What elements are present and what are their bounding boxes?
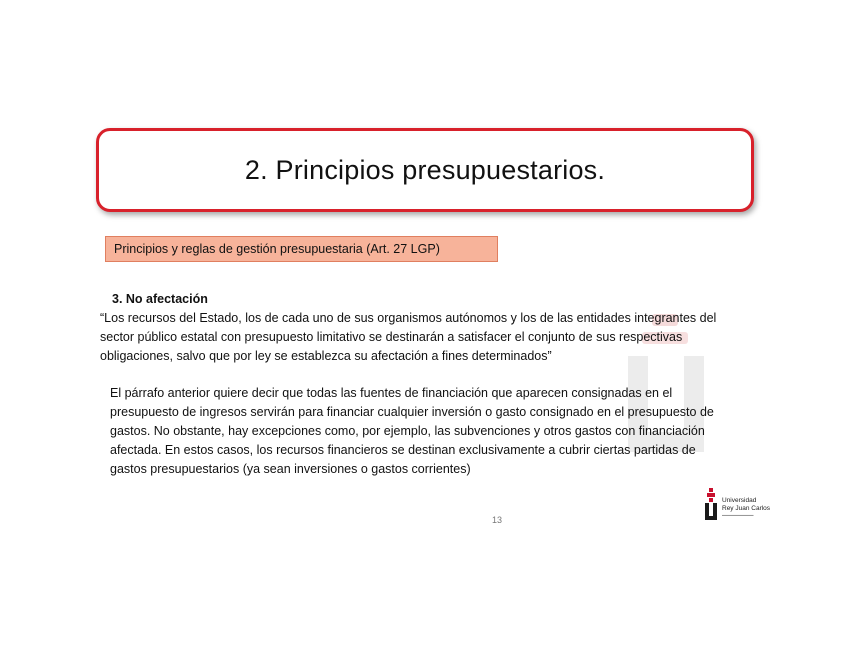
logo-line-1: Universidad <box>722 497 757 504</box>
slide-subtitle: Principios y reglas de gestión presupuestaria (Art. 27 LGP) <box>114 242 440 256</box>
logo-text <box>722 497 770 517</box>
section-heading: 3. No afectación <box>112 292 208 306</box>
slide-title: 2. Principios presupuestarios. <box>244 154 606 185</box>
explanation-paragraph: El párrafo anterior quiere decir que todas las fuentes de financiación que aparecen consignadas en el presupuesto de ingresos servirán para financiar cualquier inversión o gasto consignado en el presupuesto de gastos. No obstante, hay excepciones como, por ejemplo, las subvenciones y otros gastos con financiación afectada. En estos casos, los recursos financieros se destinan exclusivamente a cubrir ciertas partidas de gastos presupuestarios (ya sean inversiones o gastos corrientes) <box>110 386 714 476</box>
logo-subline: ▬▬▬▬▬▬▬▬▬ <box>722 513 754 517</box>
university-logo <box>703 488 783 522</box>
title-box <box>96 128 754 212</box>
subtitle-box <box>105 236 498 262</box>
page-number: 13 <box>492 515 503 525</box>
urjc-logo-icon <box>703 488 719 522</box>
law-quote: “Los recursos del Estado, los de cada uno de sus organismos autónomos y los de las entidades integrantes del sector público estatal con presupuesto limitativo se destinarán a satisfacer el conjunto de sus respectivas obligaciones, salvo que por ley se establezca su afectación a fines determinados” <box>100 311 717 363</box>
logo-line-2: Rey Juan Carlos <box>722 505 771 512</box>
